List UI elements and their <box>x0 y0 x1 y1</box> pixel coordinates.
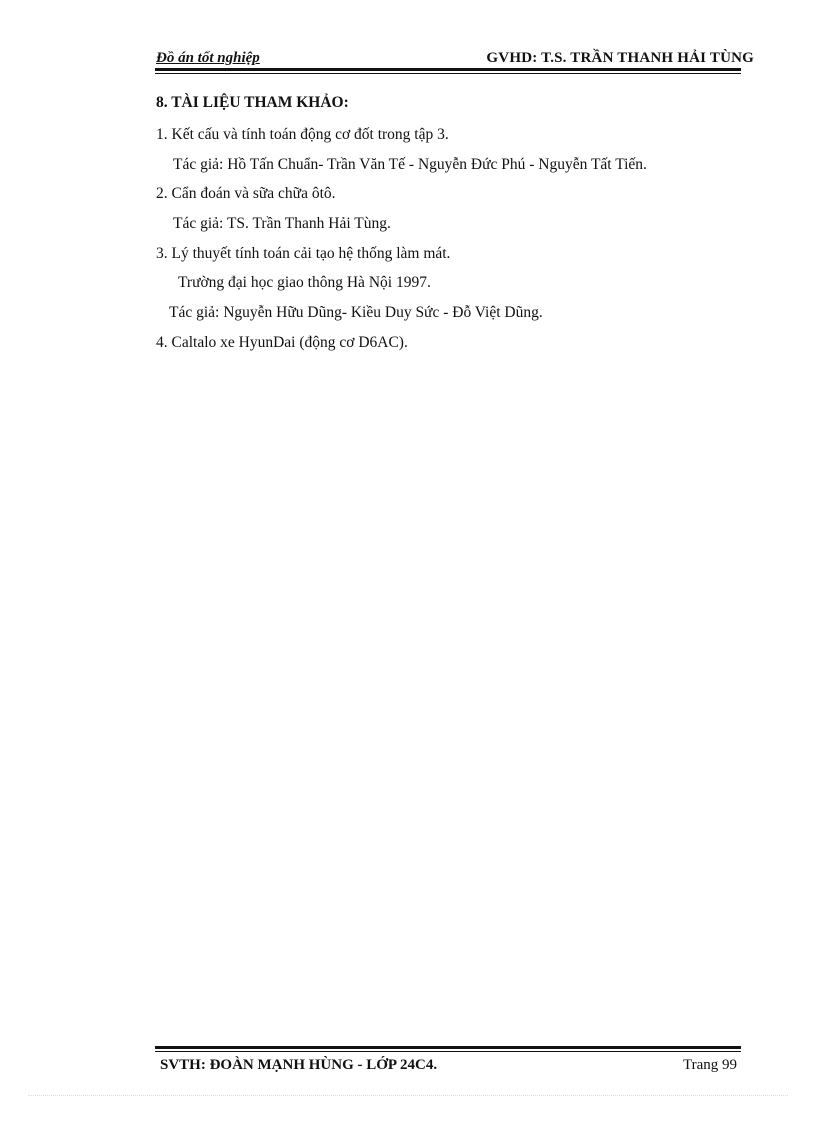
header-rule-thin <box>155 73 741 74</box>
footer-page-number: Trang 99 <box>683 1057 738 1073</box>
footer-rule-thin <box>155 1051 741 1052</box>
reference-2-title: 2. Cẩn đoán và sữa chữa ôtô. <box>156 185 336 202</box>
header-advisor: GVHD: T.S. TRẦN THANH HẢI TÙNG <box>486 50 754 66</box>
footer-student: SVTH: ĐOÀN MẠNH HÙNG - LỚP 24C4. <box>160 1057 438 1073</box>
reference-3-authors: Tác giả: Nguyễn Hữu Dũng- Kiều Duy Sức - Đỗ Việt Dũng. <box>169 304 543 321</box>
reference-2-author: Tác giả: TS. Trần Thanh Hải Tùng. <box>173 215 391 232</box>
header-document-type: Đồ án tốt nghiệp <box>156 50 260 66</box>
reference-3-publisher: Trường đại học giao thông Hà Nội 1997. <box>178 274 431 291</box>
page-header <box>156 50 756 70</box>
reference-4-title: 4. Caltalo xe HyunDai (động cơ D6AC). <box>156 334 408 351</box>
reference-3-title: 3. Lý thuyết tính toán cải tạo hệ thống làm mát. <box>156 245 451 262</box>
section-title: 8. TÀI LIỆU THAM KHẢO: <box>156 94 349 111</box>
page-bottom-edge <box>28 1095 788 1096</box>
header-rule-thick <box>155 68 741 71</box>
reference-1-authors: Tác giả: Hồ Tấn Chuẩn- Trần Văn Tế - Nguyễn Đức Phú - Nguyễn Tất Tiến. <box>173 156 647 173</box>
reference-1-title: 1. Kết cấu và tính toán động cơ đốt trong tập 3. <box>156 126 449 143</box>
footer-rule-thick <box>155 1046 741 1049</box>
